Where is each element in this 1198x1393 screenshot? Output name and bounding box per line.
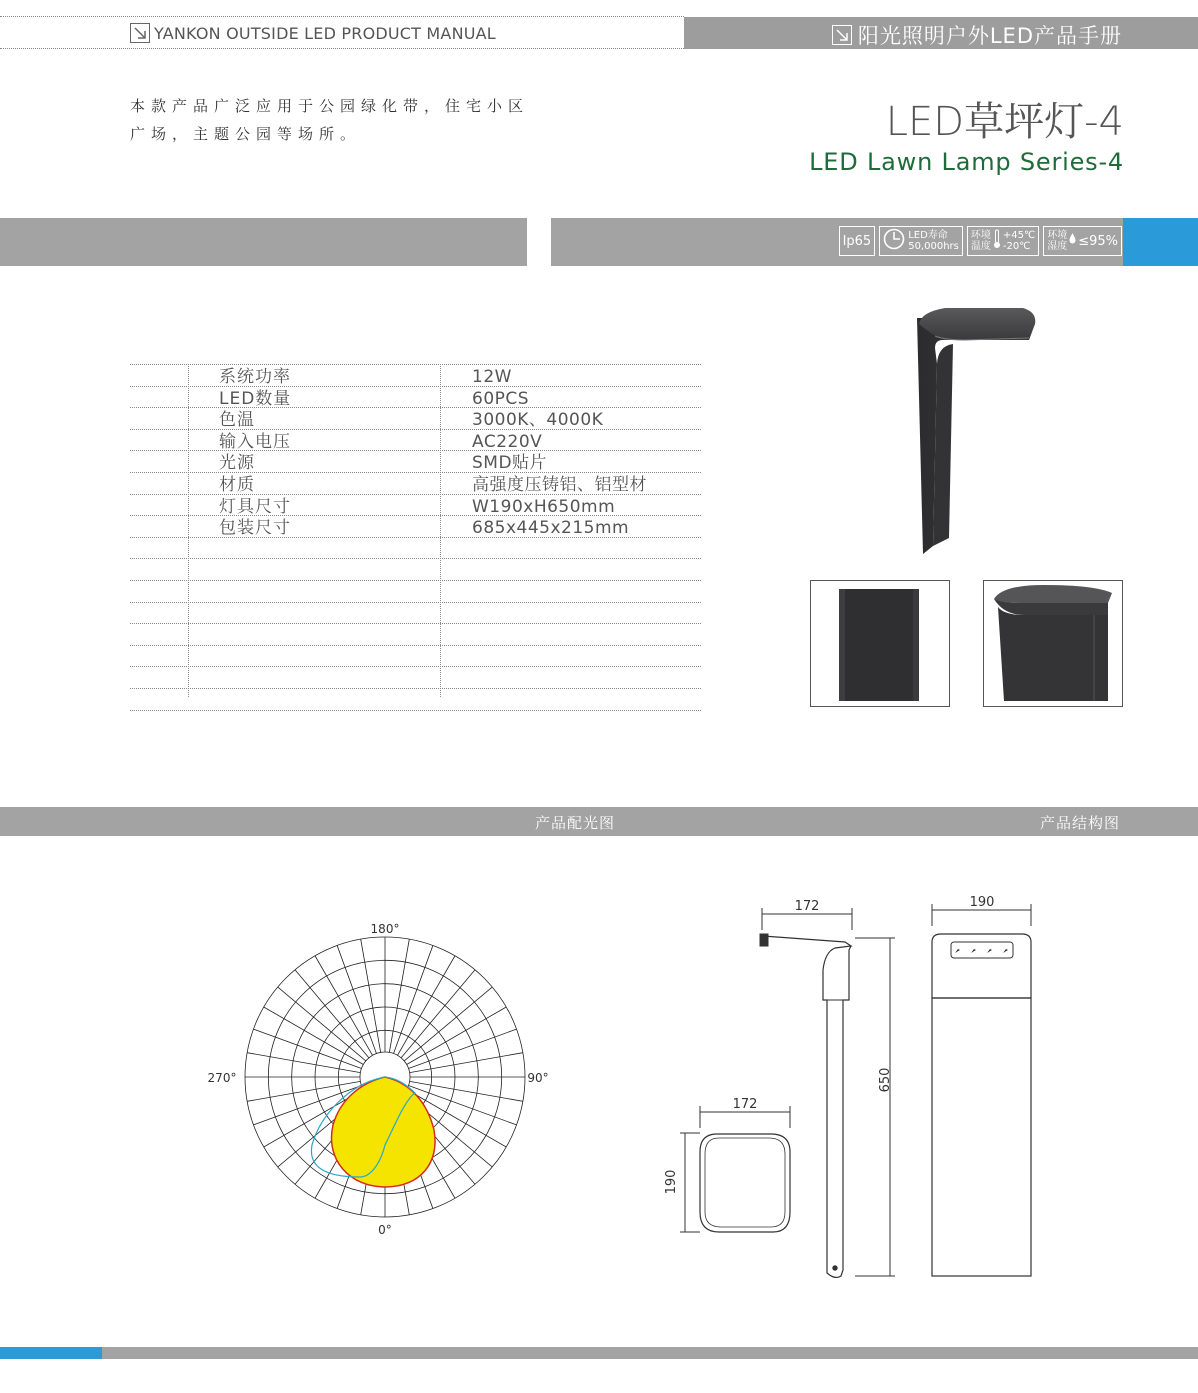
header-left bbox=[130, 20, 496, 46]
ip-rating-badge bbox=[839, 226, 876, 256]
spec-table bbox=[130, 364, 701, 711]
temp-label-1: 环境 bbox=[970, 230, 991, 241]
led-life-value: 50,000hrs bbox=[908, 241, 959, 252]
product-description bbox=[130, 92, 529, 148]
product-thumbnail-front bbox=[810, 580, 950, 707]
spec-value: 高强度压铸铝、铝型材 bbox=[472, 474, 647, 495]
spec-row bbox=[130, 537, 701, 559]
polar-spoke bbox=[337, 945, 376, 1053]
product-main-image bbox=[905, 300, 1045, 562]
spec-label: 光源 bbox=[219, 453, 255, 474]
polar-spoke bbox=[398, 956, 456, 1056]
spec-value: 3000K、4000K bbox=[472, 410, 604, 431]
polar-spoke bbox=[264, 1007, 364, 1065]
arrow-down-right-icon bbox=[130, 23, 150, 43]
footer-accent-blue bbox=[0, 1347, 102, 1359]
product-thumbnail-head bbox=[983, 580, 1123, 707]
header-dotted-line-top bbox=[0, 16, 684, 17]
spec-label: 输入电压 bbox=[219, 431, 291, 452]
humidity-value: ≤95% bbox=[1078, 233, 1118, 249]
ip-rating-text: Ip65 bbox=[842, 233, 872, 249]
description-line-1: 本款产品广泛应用于公园绿化带，住宅小区 bbox=[130, 97, 530, 115]
spec-table-divider-2 bbox=[440, 364, 441, 697]
polar-label-left: 270° bbox=[207, 1071, 237, 1085]
spec-row bbox=[130, 364, 701, 386]
polar-spoke bbox=[401, 970, 475, 1058]
photometric-polar-diagram bbox=[200, 915, 570, 1245]
temp-low: -20℃ bbox=[1002, 241, 1031, 252]
spec-label: 材质 bbox=[219, 474, 255, 495]
humidity-badge bbox=[1043, 226, 1122, 256]
temperature-badge bbox=[967, 226, 1039, 256]
spec-value: 685x445x215mm bbox=[472, 518, 630, 539]
description-line-2: 广场，主题公园等场所。 bbox=[130, 125, 362, 143]
dim-top-depth: 190 bbox=[664, 1169, 679, 1195]
spec-value: 12W bbox=[472, 367, 512, 387]
accent-band-blue bbox=[1123, 218, 1198, 266]
spec-label: 灯具尺寸 bbox=[219, 496, 291, 517]
temp-high: +45℃ bbox=[1002, 230, 1036, 241]
polar-spoke bbox=[404, 987, 492, 1061]
product-title-cn: LED草坪灯-4 bbox=[885, 99, 1124, 145]
temp-label-2: 温度 bbox=[970, 241, 991, 252]
spec-row bbox=[130, 386, 701, 408]
polar-spoke bbox=[408, 1029, 516, 1068]
hum-label-1: 环境 bbox=[1047, 230, 1068, 241]
section-photometric-label: 产品配光图 bbox=[535, 814, 616, 832]
footer-bar-gray bbox=[102, 1347, 1198, 1359]
spec-row bbox=[130, 580, 701, 602]
spec-row bbox=[130, 450, 701, 472]
polar-spoke bbox=[278, 987, 366, 1061]
spec-row bbox=[130, 602, 701, 624]
spec-row bbox=[130, 666, 701, 688]
spec-label: 系统功率 bbox=[219, 367, 291, 387]
spec-row bbox=[130, 558, 701, 580]
header-left-title: YANKON OUTSIDE LED PRODUCT MANUAL bbox=[154, 23, 496, 43]
spec-label: 色温 bbox=[219, 410, 255, 431]
thermometer-icon bbox=[993, 229, 1001, 253]
polar-spoke bbox=[295, 970, 369, 1058]
spec-row bbox=[130, 429, 701, 451]
polar-label-bottom: 0° bbox=[378, 1223, 392, 1237]
spec-row bbox=[130, 407, 701, 429]
spec-row bbox=[130, 472, 701, 494]
dim-front-width: 190 bbox=[969, 895, 995, 910]
polar-spoke bbox=[315, 956, 373, 1056]
product-title-en: LED Lawn Lamp Series-4 bbox=[809, 148, 1124, 176]
header-dotted-line-bottom bbox=[0, 48, 684, 49]
led-life-label: LED寿命 bbox=[908, 230, 948, 241]
section-bar bbox=[0, 807, 1198, 836]
hum-label-2: 湿度 bbox=[1047, 241, 1068, 252]
polar-label-right: 90° bbox=[527, 1071, 549, 1085]
spec-value: AC220V bbox=[472, 431, 543, 452]
spec-value: W190xH650mm bbox=[472, 496, 616, 517]
spec-table-divider-1 bbox=[188, 364, 189, 697]
dim-height: 650 bbox=[878, 1067, 893, 1093]
header-right-bar bbox=[684, 17, 1198, 49]
header-right-title: 阳光照明户外LED产品手册 bbox=[857, 24, 1122, 48]
gray-band-left bbox=[0, 218, 527, 266]
spec-row bbox=[130, 494, 701, 516]
spec-row bbox=[130, 623, 701, 645]
spec-label: 包装尺寸 bbox=[219, 518, 291, 539]
polar-fill-curve bbox=[332, 1077, 436, 1187]
spec-row bbox=[130, 688, 701, 711]
feature-badges bbox=[839, 226, 1122, 256]
spec-row bbox=[130, 645, 701, 667]
polar-spoke bbox=[394, 945, 433, 1053]
spec-row bbox=[130, 515, 701, 537]
dim-side-width: 172 bbox=[794, 899, 820, 914]
water-drop-icon bbox=[1069, 232, 1076, 250]
clock-icon bbox=[883, 228, 905, 254]
polar-spoke bbox=[407, 1007, 507, 1065]
spec-value: 60PCS bbox=[472, 388, 530, 409]
polar-label-top: 180° bbox=[370, 922, 400, 936]
arrow-down-right-icon bbox=[832, 25, 852, 45]
polar-spoke bbox=[253, 1029, 361, 1068]
structure-drawing bbox=[655, 890, 1055, 1290]
spec-label: LED数量 bbox=[219, 388, 292, 409]
section-structure-label: 产品结构图 bbox=[1040, 814, 1121, 832]
spec-value: SMD贴片 bbox=[472, 453, 548, 474]
dim-top-width: 172 bbox=[732, 1097, 758, 1112]
led-life-badge bbox=[879, 226, 963, 256]
